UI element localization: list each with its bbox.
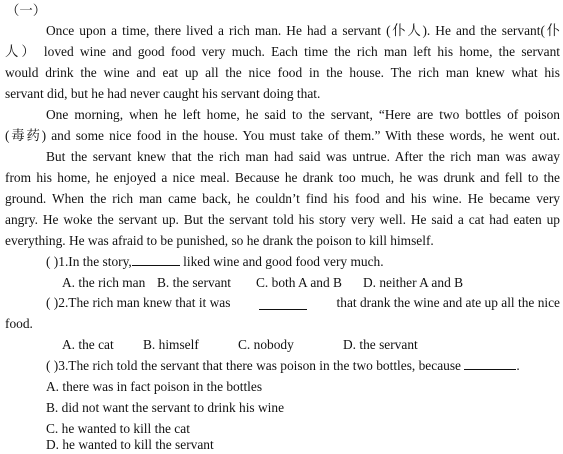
question-3-option-a[interactable]: A. there was in fact poison in the bottles bbox=[46, 379, 263, 394]
question-2-option-d[interactable]: D. the servant bbox=[343, 337, 418, 352]
passage-line: would drink the wine and eat up all the nice food in the house. The rich man knew what his bbox=[5, 65, 560, 80]
passage-line: One morning, when he left home, he said to the servant, “Here are two bottles of poison bbox=[46, 107, 560, 122]
passage-line: But the servant knew that the rich man had said was untrue. After the rich man was away bbox=[46, 149, 560, 164]
question-3-stem bbox=[46, 355, 563, 376]
question-3-option-d[interactable]: D. he wanted to kill the servant bbox=[46, 437, 214, 452]
question-1-option-b[interactable]: B. the servant bbox=[157, 275, 232, 290]
question-3-option-b[interactable]: B. did not want the servant to drink his wine bbox=[46, 400, 285, 415]
passage-line: 人） loved wine and good food very much. Each time the rich man left his home, the servant bbox=[5, 44, 560, 59]
question-2-answer-blank[interactable] bbox=[259, 295, 307, 310]
question-3-stem-before: ( )3.The rich told the servant that there was poison in the two bottles, because bbox=[46, 358, 461, 373]
passage-line: everything. He was afraid to be punished, so he drank the poison to kill himself. bbox=[5, 233, 434, 248]
question-3-option-c[interactable]: C. he wanted to kill the cat bbox=[46, 421, 190, 436]
question-2-option-c[interactable]: C. nobody bbox=[238, 337, 294, 352]
question-2-stem-continued: food. bbox=[5, 316, 33, 331]
question-1-stem bbox=[46, 251, 560, 272]
passage-line: (毒药) and some nice food in the house. You must take of them.” With these words, he went out. bbox=[5, 128, 560, 143]
question-1-option-c[interactable]: C. both A and B bbox=[256, 275, 342, 290]
question-2-stem bbox=[46, 292, 560, 313]
question-2-options bbox=[0, 334, 563, 355]
question-1-option-d[interactable]: D. neither A and B bbox=[363, 275, 464, 290]
question-3-stem-after: . bbox=[516, 358, 520, 373]
question-2-option-a[interactable]: A. the cat bbox=[62, 337, 114, 352]
question-2-stem-after: that drank the wine and ate up all the nice bbox=[336, 295, 560, 310]
passage-line: angry. He woke the servant up. But the servant told his story very well. He said a cat had eaten up bbox=[5, 212, 560, 227]
question-1-stem-after: liked wine and good food very much. bbox=[179, 254, 384, 269]
question-1-options bbox=[0, 272, 563, 293]
question-2-stem-before: ( )2.The rich man knew that it was bbox=[46, 295, 231, 310]
passage-line: Once upon a time, there lived a rich man. He had a servant (仆人). He and the servant(仆 bbox=[46, 23, 560, 38]
section-label: （一） bbox=[6, 3, 47, 18]
question-2-option-b[interactable]: B. himself bbox=[143, 337, 199, 352]
passage-line: from his home, he enjoyed a nice meal. Because he drank too much, he was drunk and fell to the bbox=[5, 170, 560, 185]
passage-line: ground. When the rich man came back, he couldn’t find his food and his wine. He became very bbox=[5, 191, 560, 206]
question-1-option-a[interactable]: A. the rich man bbox=[62, 275, 146, 290]
question-3-answer-blank[interactable] bbox=[464, 355, 516, 370]
question-1-answer-blank[interactable] bbox=[132, 251, 180, 266]
question-1-stem-before: ( )1.In the story, bbox=[46, 254, 132, 269]
passage-line: servant did, but he had never caught his servant doing that. bbox=[5, 86, 321, 101]
